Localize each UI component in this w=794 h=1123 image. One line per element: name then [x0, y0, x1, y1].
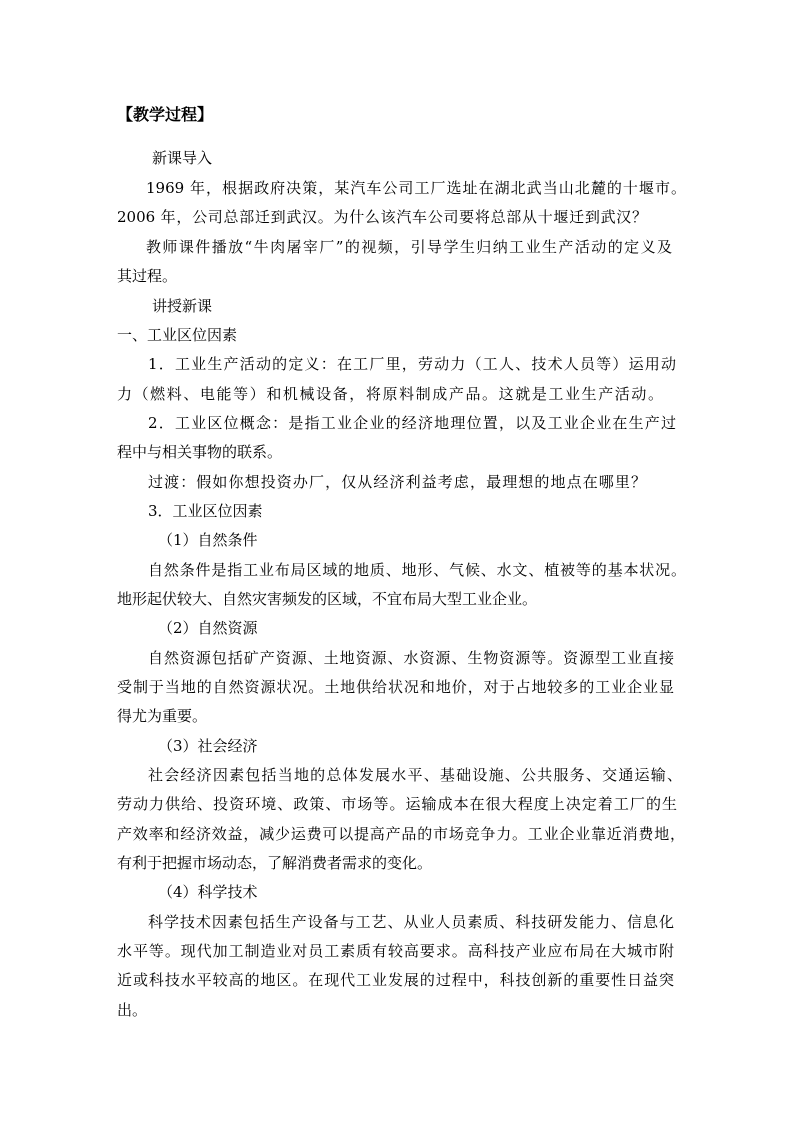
intro-paragraph-line: 教师课件播放“牛肉屠宰厂”的视频，引导学生归纳工业生产活动的定义及 [146, 238, 672, 256]
factors-title: 3．工业区位因素 [148, 502, 263, 520]
paragraph-line: 自然资源包括矿产资源、土地资源、水资源、生物资源等。资源型工业直接 [148, 649, 674, 667]
paragraph-line: 自然条件是指工业布局区域的地质、地形、气候、水文、植被等的基本状况。 [148, 561, 686, 579]
subsection-title: （4）科学技术 [158, 883, 258, 901]
paragraph-line: 出。 [117, 1001, 148, 1019]
intro-paragraph-line: 其过程。 [117, 267, 178, 285]
intro-paragraph-line: 1969 年，根据政府决策，某汽车公司工厂选址在湖北武当山北麓的十堰市。 [146, 179, 686, 197]
paragraph-line: 得尤为重要。 [117, 707, 208, 725]
section-heading: 【教学过程】 [117, 105, 214, 124]
paragraph-line: 受制于当地的自然资源状况。土地供给状况和地价，对于占地较多的工业企业显 [117, 678, 674, 696]
transition-line: 过渡：假如你想投资办厂，仅从经济利益考虑，最理想的地点在哪里？ [148, 473, 646, 491]
new-lesson-label: 讲授新课 [152, 297, 213, 315]
paragraph-line: 近或科技水平较高的地区。在现代工业发展的过程中，科技创新的重要性日益突 [117, 971, 674, 989]
paragraph-line: 产效率和经济效益，减少运费可以提高产品的市场竞争力。工业企业靠近消费地， [117, 825, 685, 843]
intro-label: 新课导入 [152, 149, 213, 167]
subsection-title: （2）自然资源 [158, 619, 258, 637]
paragraph-line: 水平等。现代加工制造业对员工素质有较高要求。高科技产业应布局在大城市附 [117, 942, 674, 960]
intro-paragraph-line: 2006 年，公司总部迁到武汉。为什么该汽车公司要将总部从十堰迁到武汉？ [117, 208, 647, 226]
paragraph-line: 科学技术因素包括生产设备与工艺、从业人员素质、科技研发能力、信息化 [148, 913, 674, 931]
concept-line: 程中与相关事物的联系。 [117, 443, 283, 461]
definition-line: 力（燃料、电能等）和机械设备，将原料制成产品。这就是工业生产活动。 [117, 385, 663, 403]
paragraph-line: 社会经济因素包括当地的总体发展水平、基础设施、公共服务、交通运输、 [148, 766, 682, 784]
concept-line: 2．工业区位概念：是指工业企业的经济地理位置，以及工业企业在生产过 [148, 414, 676, 432]
subsection-title: （1）自然条件 [158, 531, 258, 549]
section-title: 一、工业区位因素 [117, 326, 238, 344]
paragraph-line: 地形起伏较大、自然灾害频发的区域，不宜布局大型工业企业。 [117, 590, 538, 608]
paragraph-line: 有利于把握市场动态，了解消费者需求的变化。 [117, 854, 433, 872]
paragraph-line: 劳动力供给、投资环境、政策、市场等。运输成本在很大程度上决定着工厂的生 [117, 795, 677, 813]
subsection-title: （3）社会经济 [158, 737, 258, 755]
definition-line: 1．工业生产活动的定义：在工厂里，劳动力（工人、技术人员等）运用动 [148, 355, 676, 373]
